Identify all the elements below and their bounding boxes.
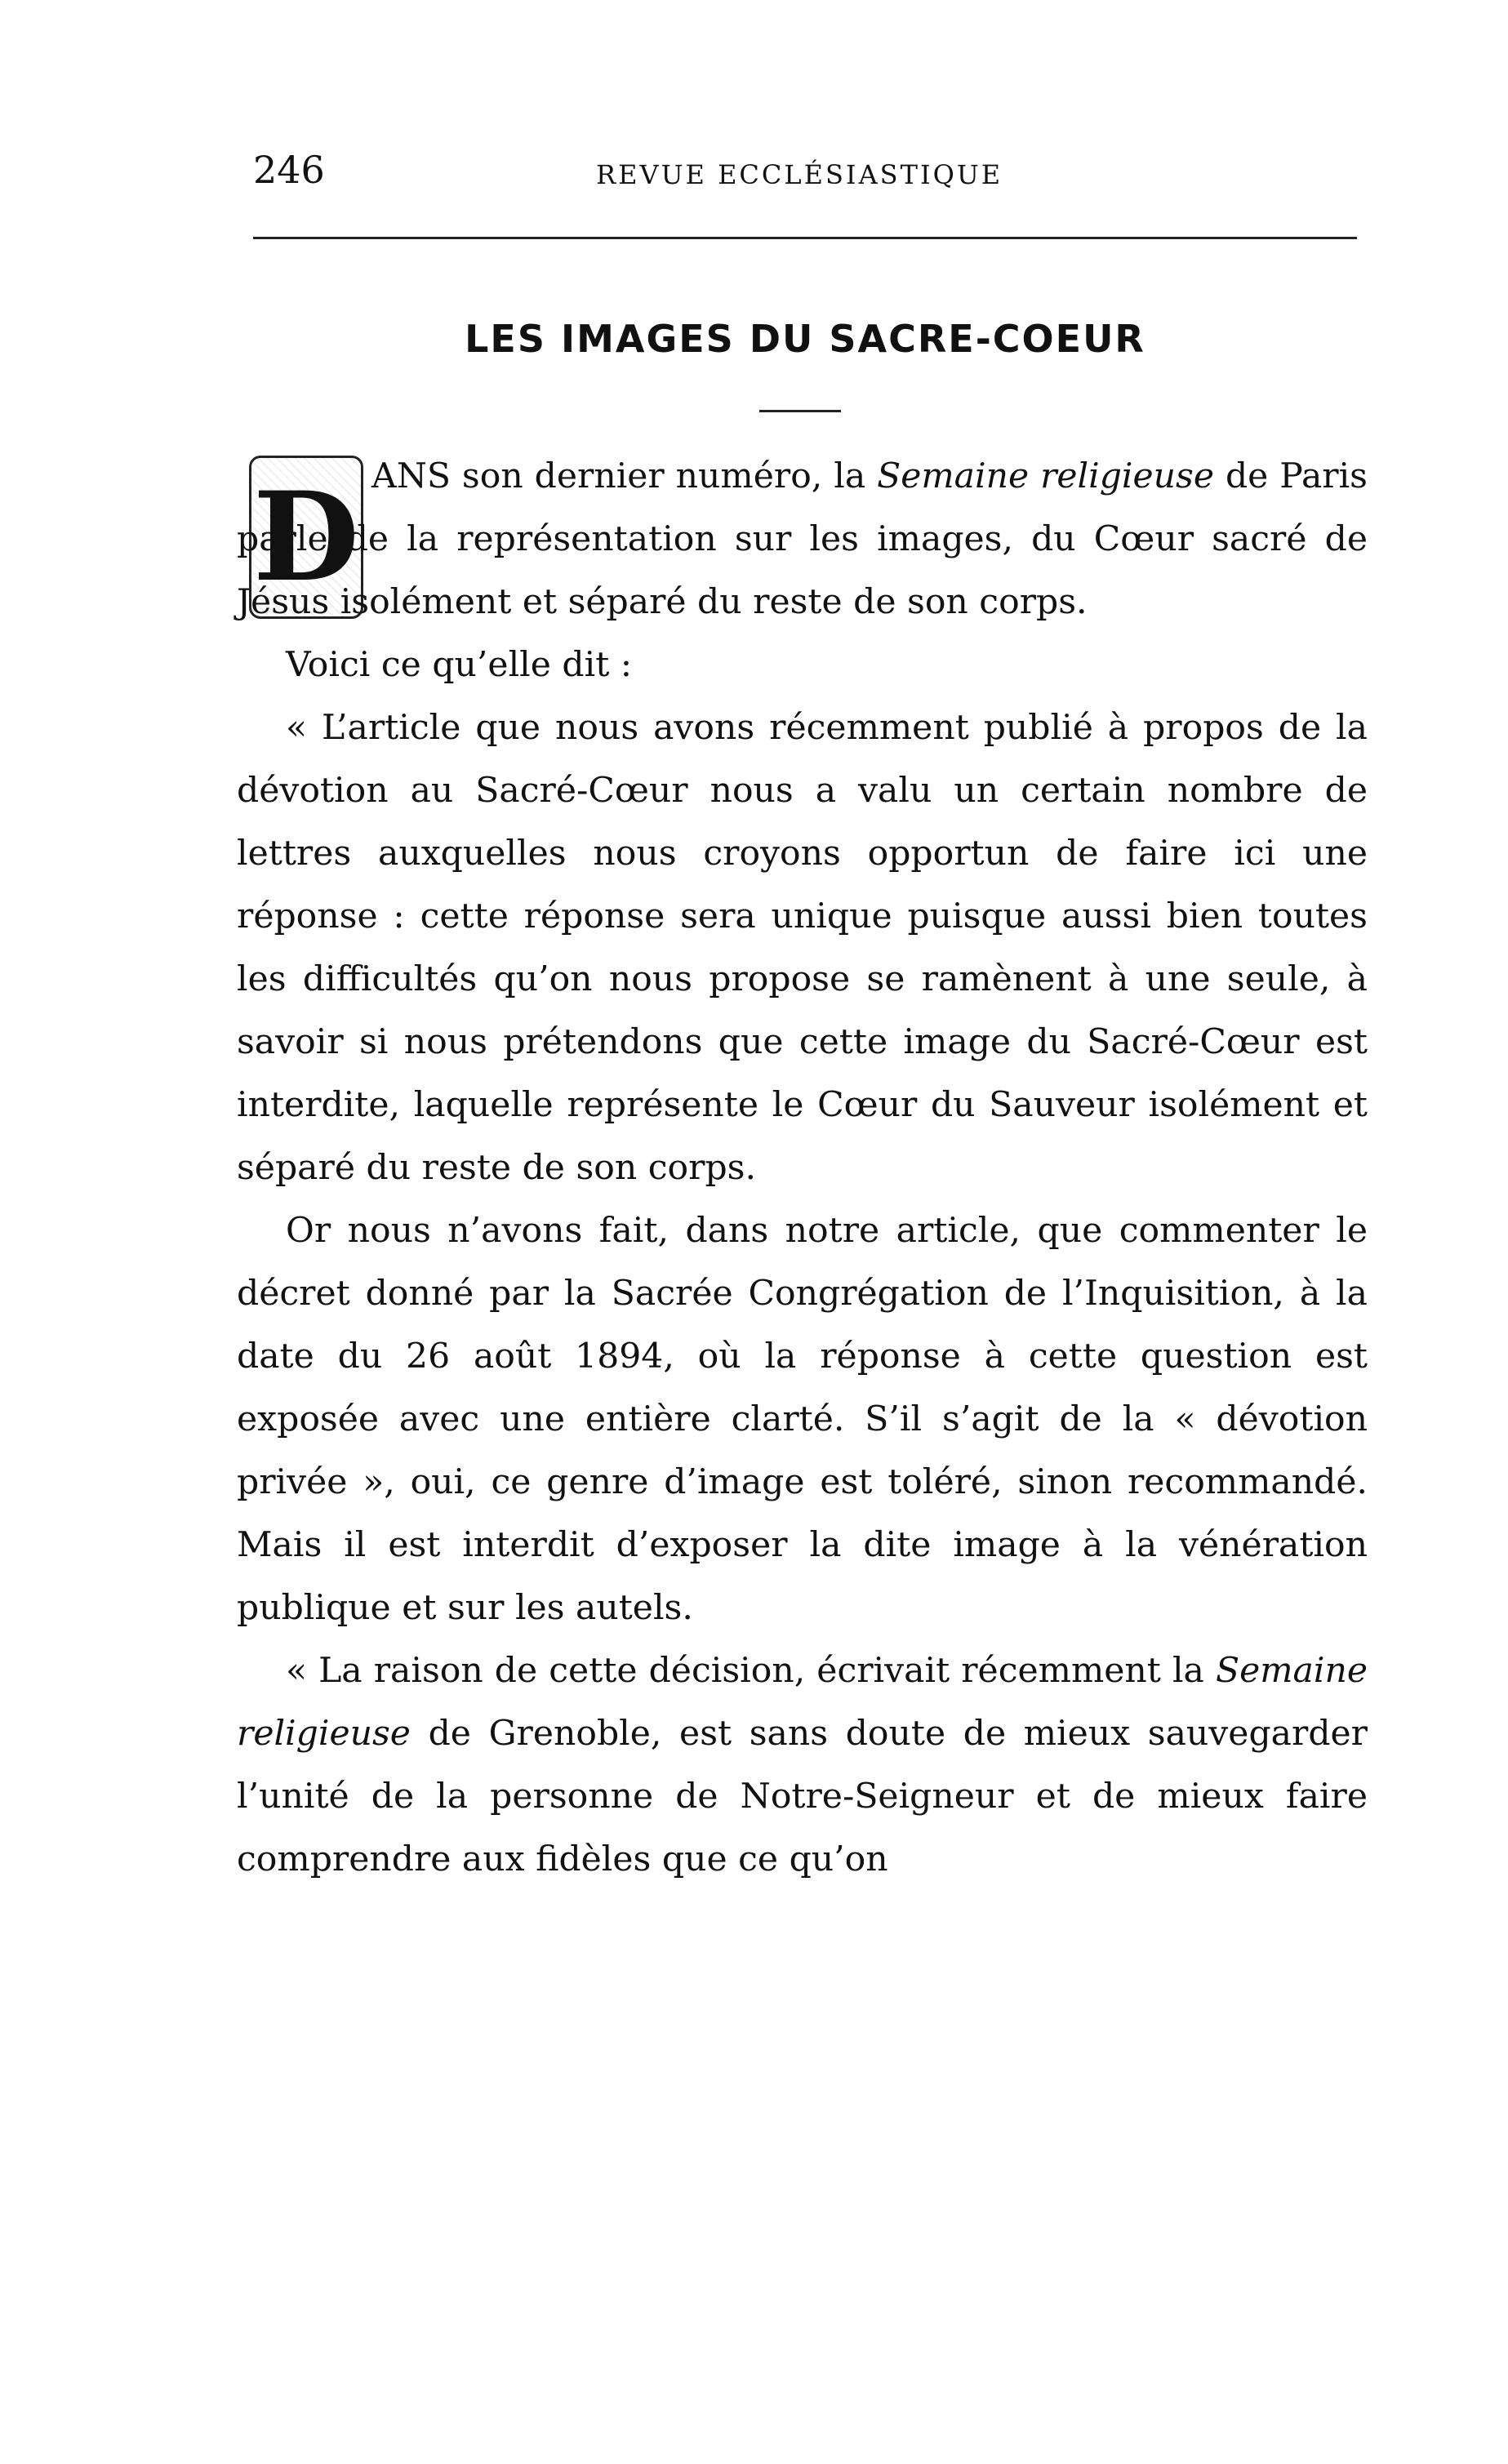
paragraph-5-italic: Semaine religieuse [237,1651,1368,1754]
header-rule [253,237,1357,239]
page-number: 246 [253,148,325,192]
journal-title: REVUE ECCLÉSIASTIQUE [596,159,1003,190]
running-head [253,137,1357,202]
article-title: LES IMAGES DU SACRE-COEUR [465,317,1145,361]
paragraph-1-text-a: ANS son dernier numéro, la [371,456,878,496]
paragraph-5-text-b: de Grenoble, est sans doute de mieux sauvegarder l’unité de la personne de Notre-Seigneur et de mieux faire comprendre aux fidèles que ce qu’on [237,1714,1368,1879]
paragraph-2: Voici ce qu’elle dit : [286,645,633,685]
title-divider [759,410,841,412]
paragraph-1-text-b: de Paris parle de la représentation sur les images, du Cœur sacré de Jésus isolément et séparé du reste de son corps. [237,456,1368,622]
paragraph-5 [237,1639,1368,1891]
paragraph-4: Or nous n’avons fait, dans notre article, que commenter le décret donné par la Sacrée Congrégation de l’Inquisition, à la date du 26 août 1894, où la réponse à cette question est exposée avec une entière clarté. S’il s’agit de la « dévotion privée », oui, ce genre d’image est toléré, sinon recommandé. Mais il est interdit d’exposer la dite image à la vénération publique et sur les autels. [237,1211,1368,1628]
ornamental-dropcap: D [249,456,363,619]
article-body [237,445,1368,1891]
paragraph-1-italic: Semaine religieuse [877,456,1215,496]
paragraph-3: « L’article que nous avons récemment publié à propos de la dévotion au Sacré-Cœur nous a valu un certain nombre de lettres auxquelles nous croyons opportun de faire ici une réponse : cette réponse sera unique puisque aussi bien toutes les difficultés qu’on nous propose se ramènent à une seule, à savoir si nous prétendons que cette image du Sacré-Cœur est interdite, laquelle représente le Cœur du Sauveur isolément et séparé du reste de son corps. [237,708,1368,1188]
paragraph-5-text-a: « La raison de cette décision, écrivait récemment la [286,1651,1216,1691]
paragraph-1 [237,445,1368,634]
